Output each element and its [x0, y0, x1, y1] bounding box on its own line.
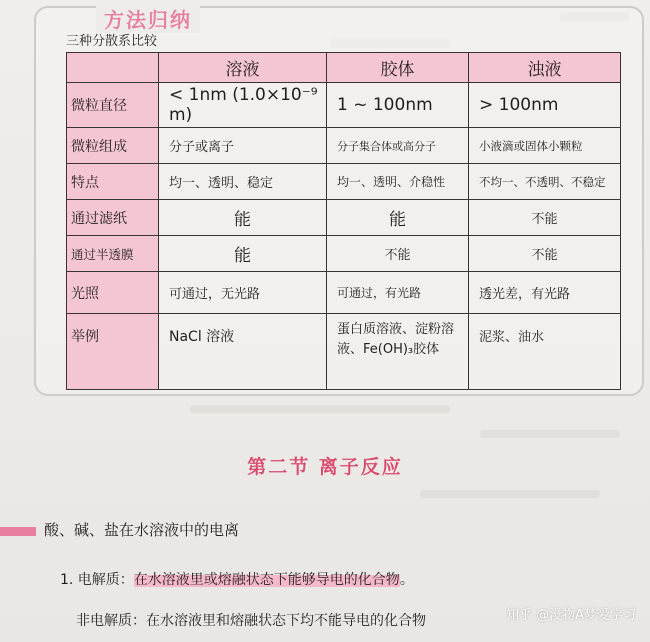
table-caption: 三种分散系比较	[66, 34, 158, 49]
row-label: 微粒组成	[67, 128, 159, 164]
row-label: 通过滤纸	[67, 200, 159, 236]
table-cell: 透光差，有光路	[469, 272, 621, 314]
table-cell: 能	[327, 200, 469, 236]
subsection-title: 酸、碱、盐在水溶液中的电离	[44, 521, 240, 539]
table-row	[67, 128, 621, 164]
bleed-through-mark	[190, 405, 450, 413]
definition-term: 1. 电解质：	[60, 572, 134, 588]
watermark: 知乎 @没物A梦爱学习	[505, 608, 636, 623]
table-cell: 可通过，无光路	[159, 272, 327, 314]
table-row	[67, 272, 621, 314]
table-row	[67, 83, 621, 128]
table-cell: 可通过，有光路	[327, 272, 469, 314]
section-title: 第二节 离子反应	[247, 456, 403, 478]
electrolyte-definition	[60, 569, 414, 589]
row-label: 通过半透膜	[67, 236, 159, 272]
header-cell: 浊液	[469, 53, 621, 83]
table-cell: 分子集合体或高分子	[327, 128, 469, 164]
definition-term: 非电解质：	[76, 613, 146, 629]
bleed-through-mark	[480, 430, 620, 438]
table-cell: 不能	[327, 236, 469, 272]
table-row	[67, 200, 621, 236]
table-cell: 1 ~ 100nm	[327, 83, 469, 128]
header-cell: 胶体	[327, 53, 469, 83]
table-row	[67, 236, 621, 272]
definition-end: 。	[399, 572, 414, 588]
table-cell: 均一、透明、稳定	[159, 164, 327, 200]
row-label: 特点	[67, 164, 159, 200]
table-cell: 分子或离子	[159, 128, 327, 164]
row-label: 举例	[67, 314, 159, 390]
table-cell: NaCl 溶液	[159, 314, 327, 390]
definition-text: 在水溶液里和熔融状态下均不能导电的化合物	[146, 613, 426, 629]
header-cell	[67, 53, 159, 83]
table-cell: 小液滴或固体小颗粒	[469, 128, 621, 164]
subsection-marker	[0, 527, 36, 536]
table-cell: 能	[159, 200, 327, 236]
highlighted-definition: 在水溶液里或熔融状态下能够导电的化合物	[133, 572, 400, 588]
row-label: 光照	[67, 272, 159, 314]
table-cell: < 1nm (1.0×10⁻⁹ m)	[159, 83, 327, 128]
table-cell: > 100nm	[469, 83, 621, 128]
table-cell: 不能	[469, 236, 621, 272]
table-cell: 不能	[469, 200, 621, 236]
dispersion-comparison-table	[66, 52, 621, 390]
table-header-row	[67, 53, 621, 83]
table-row	[67, 164, 621, 200]
table-cell: 能	[159, 236, 327, 272]
header-cell: 溶液	[159, 53, 327, 83]
table-cell: 不均一、不透明、不稳定	[469, 164, 621, 200]
method-summary-tag: 方法归纳	[96, 4, 200, 33]
table-row	[67, 314, 621, 390]
bleed-through-mark	[420, 490, 600, 498]
table-cell: 蛋白质溶液、淀粉溶液、Fe(OH)₃胶体	[327, 314, 469, 390]
nonelectrolyte-definition	[76, 610, 426, 630]
row-label: 微粒直径	[67, 83, 159, 128]
table-cell: 泥浆、油水	[469, 314, 621, 390]
table-cell: 均一、透明、介稳性	[327, 164, 469, 200]
